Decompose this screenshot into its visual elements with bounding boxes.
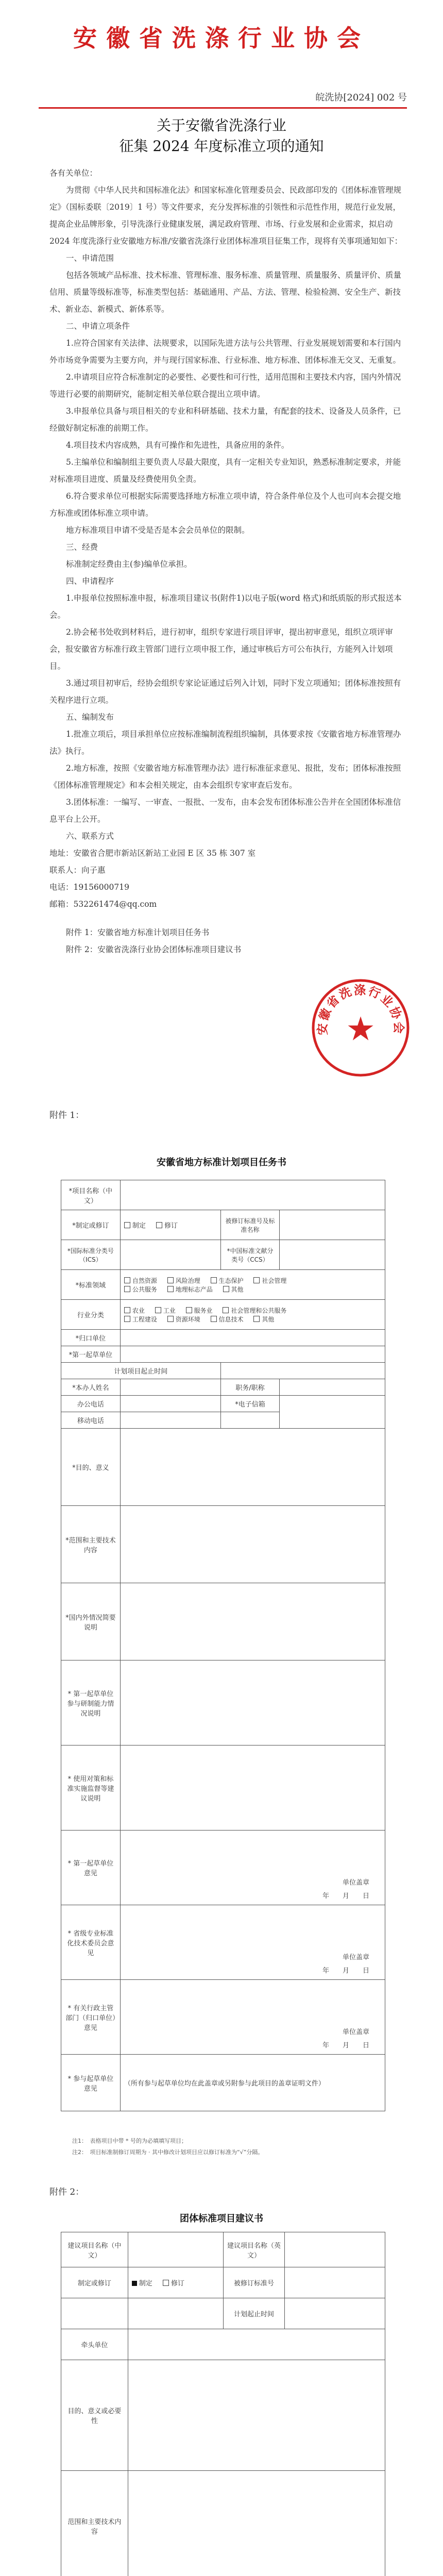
checkbox-icon: [124, 1286, 130, 1292]
section-paragraph: 包括各领域产品标准、技术标准、管理标准、服务标准、质量管理、质量服务、质量评价、质量信用、质量等级标准等，标准类型包括：基础通用、产品、方法、管理、检验检测、安全生产、新技术、新业态、新模式、新体系等。: [49, 270, 402, 314]
list-item: 2.协会秘书处收到材料后，进行初审，组织专家进行项目评审，提出初审意见，组织立项评审会，报安徽省方标准行政主管部门进行立项申报工作，通过审核后方可公布执行，方能列入计划项目。: [49, 628, 393, 671]
field-label: 移动电话: [61, 1412, 121, 1429]
field-label: * 使用对策和标准实施监督等建议说明: [61, 1745, 121, 1831]
checkbox-icon: [124, 1307, 130, 1313]
list-item: 1.应符合国家有关法律、法规要求，以国际先进方法与公共管理、行业发展规划需要和本行国内外市场竞争需要为主要方向，并与现行国家标准、行业标准、地方标准、团体标准无交叉、无重复。: [49, 338, 401, 365]
checkbox-icon: [167, 1286, 174, 1292]
seal-star-icon: ★: [346, 1010, 376, 1048]
note-line: 注1： 表格项目中带 * 号的为必填填写项目；: [72, 2138, 187, 2144]
field-label: 计划起止时间: [223, 2298, 285, 2329]
proj-period-input[interactable]: [285, 2298, 385, 2329]
field-label: *范围和主要技术内容: [61, 1506, 121, 1583]
field-label: *目的、意义: [61, 1429, 121, 1506]
list-item: 1.申报单位按照标准申报，标准项目建议书(附件1)以电子版(word 格式)和纸质版的形式报送本会。: [49, 594, 402, 620]
option-label: 制定: [139, 2280, 152, 2287]
table-row: [61, 1429, 385, 1506]
revised-std-input[interactable]: [280, 1210, 385, 1240]
option-revise[interactable]: [163, 2278, 184, 2287]
field-label: *制定或修订: [61, 1210, 121, 1240]
office-phone-input[interactable]: [120, 1396, 220, 1412]
seal-ring-textpath: 安徽省洗涤行业协会: [316, 984, 405, 1036]
industry-option[interactable]: [167, 1315, 200, 1324]
intro-paragraph: 为贯彻《中华人民共和国标准化法》和国家标准化管理委员会、民政部印发的《团体标准管理规定》（国标委联〔2019〕1 号）等文件要求，充分发挥标准的引领性和示范性作用，规范行业发展，提高企业品牌形象，引导洗涤行业健康发展，满足政府管理、市场、行业发展和企业需求，拟启动 2024 年度洗涤行业安徽地方标准/安徽省洗涤行业团体标准项目征集工作，现将有关事项通知如下：: [49, 185, 403, 246]
option-label: 其他: [262, 1315, 275, 1323]
schedule-input[interactable]: [220, 1363, 385, 1379]
empty-cell: [61, 2298, 128, 2329]
industry-option[interactable]: [124, 1306, 145, 1315]
field-label: *归口单位: [61, 1330, 121, 1346]
ics-input[interactable]: [120, 1240, 220, 1270]
mobile-input[interactable]: [120, 1412, 220, 1429]
section-heading: 一、申请范围: [66, 253, 114, 263]
table-row: [61, 1905, 385, 1980]
list-item: 4.项目技术内容成熟，具有可操作和先进性，具备应用的条件。: [66, 440, 289, 450]
official-seal: [309, 976, 412, 1079]
industry-option[interactable]: [155, 1306, 176, 1315]
field-label: * 第一起草单位参与研制能力情况说明: [61, 1660, 121, 1745]
first-unit-input[interactable]: [120, 1346, 385, 1363]
date-label: 年 月 日: [322, 1967, 369, 1975]
ccs-input[interactable]: [280, 1240, 385, 1270]
table-row: [61, 2329, 385, 2360]
purpose-input[interactable]: [128, 2360, 385, 2471]
checkbox-icon: [211, 1277, 217, 1283]
option-label: 生态保护: [218, 1277, 244, 1284]
field-label: *本办人姓名: [61, 1379, 121, 1396]
position-input[interactable]: [280, 1379, 385, 1396]
scope-input[interactable]: [120, 1506, 385, 1583]
lead-unit-input[interactable]: [120, 1330, 385, 1346]
doc-number: 皖洗协[2024] 002 号: [315, 92, 407, 103]
policy-input[interactable]: [120, 1745, 385, 1831]
industry-option[interactable]: [186, 1306, 213, 1315]
checkbox-icon: [163, 2280, 169, 2286]
field-label: *第一起草单位: [61, 1346, 121, 1363]
notice-body: [49, 165, 405, 958]
field-label: *中国标准文献分类号（CCS）: [220, 1240, 280, 1270]
signature-block: [120, 1831, 385, 1905]
checkbox-icon: [186, 1307, 192, 1313]
revised-std-input[interactable]: [285, 2267, 385, 2298]
field-label: 目的、意义或必要性: [61, 2360, 128, 2471]
table-row: [61, 2055, 385, 2111]
contact-email: 邮箱：532261474@qq.com: [49, 900, 157, 909]
field-label: 办公电话: [61, 1396, 121, 1412]
checkbox-icon: [167, 1277, 174, 1283]
option-label: 公共服务: [132, 1285, 157, 1293]
table-row: [61, 1240, 385, 1270]
option-make[interactable]: [132, 2278, 152, 2287]
option-label: 工业: [163, 1307, 176, 1314]
attachment-item: 附件 1：安徽省地方标准计划项目任务书: [66, 928, 210, 937]
option-make[interactable]: [124, 1220, 146, 1230]
contact-name-input[interactable]: [120, 1379, 220, 1396]
table-row: [61, 1745, 385, 1831]
form1-notes: [72, 2136, 263, 2158]
lead-unit-input[interactable]: [128, 2329, 385, 2360]
attachment1-label: 附件 1：: [49, 1110, 84, 1121]
category-options: [120, 1210, 220, 1240]
section-heading: 四、申请程序: [66, 577, 114, 586]
field-label: 建议项目名称（中文）: [61, 2232, 128, 2267]
field-label: *标准领域: [61, 1270, 121, 1300]
checkbox-icon: [253, 1316, 260, 1322]
option-label: 风险治理: [175, 1277, 200, 1284]
signature-block: [120, 1980, 385, 2055]
field-label: 被修订标准号: [223, 2267, 285, 2298]
field-options: [120, 1270, 385, 1300]
option-label: 工程建设: [132, 1315, 157, 1323]
field-label: 行业分类: [61, 1300, 121, 1330]
list-item: 6.符合要求单位可根据实际需要选择地方标准立项申请，符合条件单位及个人也可向本会提交地方标准或团体标准立项申请。: [49, 492, 401, 518]
table-row: [61, 1379, 385, 1396]
empty-cell: [220, 1412, 280, 1429]
table-row: [61, 1363, 385, 1379]
checkbox-icon: [124, 1316, 130, 1322]
section-heading: 六、联系方式: [66, 832, 114, 841]
industry-option[interactable]: [223, 1306, 286, 1315]
option-label: 服务业: [194, 1307, 213, 1314]
field-label: 职务/职称: [220, 1379, 280, 1396]
checkbox-icon: [156, 1222, 162, 1228]
industry-options: [120, 1300, 385, 1330]
list-item: 地方标准项目申请不受是否是本会会员单位的限制。: [66, 526, 250, 535]
note-line: 注2： 项目标准制修订周期为 · 其中修改计划项目应以修订标准为“√”分隔。: [72, 2149, 264, 2156]
signature-block: [120, 1905, 385, 1980]
industry-option[interactable]: [253, 1315, 274, 1324]
field-option[interactable]: [223, 1285, 244, 1294]
field-label: *项目名称（中文）: [61, 1180, 121, 1210]
table-row: [61, 1980, 385, 2055]
proj-name-en-input[interactable]: [285, 2232, 385, 2267]
option-revise[interactable]: [156, 1220, 178, 1230]
list-item: 1.批准立项后，项目承担单位应按标准编制流程组织编制，具体要求按《安徽省地方标准管理办法》执行。: [49, 730, 401, 756]
list-item: 2.地方标准，按照《安徽省地方标准管理办法》进行标准征求意见、报批，发布；团体标准按照《团体标准管理规定》和本会相关规定，由本会组织专家审查后发布。: [49, 764, 401, 790]
form2-title: 团体标准项目建议书: [180, 2213, 263, 2224]
list-item: 3.申报单位具备与项目相关的专业和科研基础、技术力量，有配套的技术、设备及人员条件，已经做好制定标准的前期工作。: [49, 406, 401, 433]
doc-title-line2: 征集 2024 年度标准立项的通知: [119, 138, 324, 155]
industry-option[interactable]: [124, 1315, 157, 1324]
option-label: 修订: [171, 2280, 184, 2287]
table-row: [61, 1210, 385, 1240]
table-row: [61, 1506, 385, 1583]
section-heading: 五、编制发布: [66, 713, 114, 722]
field-label: 被修订标准号及标准名称: [220, 1210, 280, 1240]
option-label: 制定: [132, 1222, 146, 1230]
attachment2-label: 附件 2：: [49, 2187, 84, 2197]
list-item: 3.团体标准：一编写、一审查、一报批、一发布，由本会发布团体标准公告并在全国团体标准信息平台上公开。: [49, 798, 401, 824]
doc-title-line1: 关于安徽省洗涤行业: [156, 117, 286, 134]
empty-cell: [128, 2298, 223, 2329]
field-label: *国内外情况简要说明: [61, 1583, 121, 1660]
table-row: [61, 1396, 385, 1412]
form2-table: [61, 2232, 385, 2576]
contact-address: 地址：安徽省合肥市新站区新站工业园 E 区 35 栋 307 室: [49, 849, 256, 858]
table-row: [61, 1831, 385, 1905]
contact-phone: 电话：19156000719: [49, 883, 129, 892]
table-row: [61, 1346, 385, 1363]
option-label: 农业: [132, 1307, 145, 1314]
checkbox-icon: [167, 1316, 174, 1322]
option-label: 自然资源: [132, 1277, 157, 1284]
field-option[interactable]: [211, 1276, 244, 1285]
section-paragraph: 标准制定经费由主(参)编单位承担。: [66, 560, 192, 569]
option-label: 社会管理和公共服务: [231, 1307, 287, 1314]
date-label: 年 月 日: [322, 1892, 369, 1900]
checkbox-icon: [155, 1307, 161, 1313]
checkbox-icon: [223, 1286, 229, 1292]
field-label: 计划项目起止时间: [61, 1363, 221, 1379]
attachment-item: 附件 2：安徽省洗涤行业协会团体标准项目建议书: [66, 945, 242, 954]
table-row: [61, 2232, 385, 2267]
list-item: 2.申请项目应符合标准制定的必要性、必要性和可行性，适用范围和主要技术内容，国内外情况等进行必要的前期研究，能制定相关单位联合提出立项申请。: [49, 372, 401, 399]
contact-person: 联系人：向子惠: [49, 866, 106, 875]
purpose-input[interactable]: [120, 1429, 385, 1506]
list-item: 3.通过项目初审后，经协会组织专家论证通过后列入计划，同时下发立项通知；团体标准按照有关程序进行立项。: [49, 679, 401, 705]
table-row: [61, 2471, 385, 2576]
field-option[interactable]: [167, 1285, 213, 1294]
option-label: 地理标志产品: [175, 1285, 213, 1293]
field-label: *电子信箱: [220, 1396, 280, 1412]
section-heading: 三、经费: [66, 543, 98, 552]
table-row: [61, 1300, 385, 1330]
table-row: [61, 1330, 385, 1346]
section-heading: 二、申请立项条件: [66, 321, 130, 331]
list-item: 5.主编单位和编制组主要负责人尽最大限度，具有一定相关专业知识，熟悉标准制定要求，并能对标准项目进度、质量及经费使用负全责。: [49, 457, 401, 484]
domestic-input[interactable]: [120, 1583, 385, 1660]
field-label: 范围和主要技术内容: [61, 2471, 128, 2576]
proj-name-cn-input[interactable]: [128, 2232, 223, 2267]
option-label: 社会管理: [262, 1277, 287, 1284]
field-label: 牵头单位: [61, 2329, 128, 2360]
checked-box-icon: [132, 2281, 137, 2286]
unit-seal-label: 单位盖章: [342, 1879, 369, 1887]
form1-title: 安徽省地方标准计划项目任务书: [157, 1157, 286, 1168]
field-label: * 省级专业标准化技术委员会意见: [61, 1905, 121, 1980]
unit-seal-label: 单位盖章: [342, 1954, 369, 1961]
table-row: [61, 2360, 385, 2471]
form1-table: [61, 1180, 385, 2111]
checkbox-icon: [223, 1307, 229, 1313]
option-label: 修订: [164, 1222, 178, 1230]
participants-note: （所有参与起草单位均在此盖章或另附参与此项目的盖章证明文件）: [120, 2055, 385, 2111]
salutation: 各有关单位：: [49, 168, 98, 178]
date-label: 年 月 日: [322, 2042, 369, 2049]
email-input[interactable]: [280, 1396, 385, 1429]
field-label: * 有关行政主管部门（归口单位）意见: [61, 1980, 121, 2055]
table-row: [61, 1270, 385, 1300]
field-label: 制定或修订: [61, 2267, 128, 2298]
option-label: 资源环境: [175, 1315, 200, 1323]
checkbox-icon: [211, 1316, 217, 1322]
table-row: [61, 2298, 385, 2329]
table-row: [61, 1660, 385, 1745]
field-label: 建议项目名称（英文）: [223, 2232, 285, 2267]
unit-seal-label: 单位盖章: [342, 2028, 369, 2036]
field-label: * 第一起草单位意见: [61, 1831, 121, 1905]
option-label: 信息技术: [218, 1315, 244, 1323]
table-row: [61, 1180, 385, 1210]
field-option[interactable]: [167, 1276, 200, 1285]
checkbox-icon: [253, 1277, 260, 1283]
checkbox-icon: [124, 1277, 130, 1283]
field-option[interactable]: [253, 1276, 286, 1285]
field-option[interactable]: [124, 1276, 157, 1285]
table-row: [61, 2267, 385, 2298]
field-label: * 参与起草单位意见: [61, 2055, 121, 2111]
org-name-header: 安徽省洗涤行业协会: [73, 24, 370, 52]
proj-name-input[interactable]: [120, 1180, 385, 1210]
org-situation-input[interactable]: [120, 1660, 385, 1745]
category-options: [128, 2267, 223, 2298]
red-divider-line: [39, 107, 407, 109]
industry-option[interactable]: [211, 1315, 244, 1324]
table-row: [61, 1583, 385, 1660]
scope-input[interactable]: [128, 2471, 385, 2576]
checkbox-icon: [124, 1222, 130, 1228]
option-label: 其他: [231, 1285, 244, 1293]
field-option[interactable]: [124, 1285, 157, 1294]
field-label: *国际标准分类号（ICS）: [61, 1240, 121, 1270]
